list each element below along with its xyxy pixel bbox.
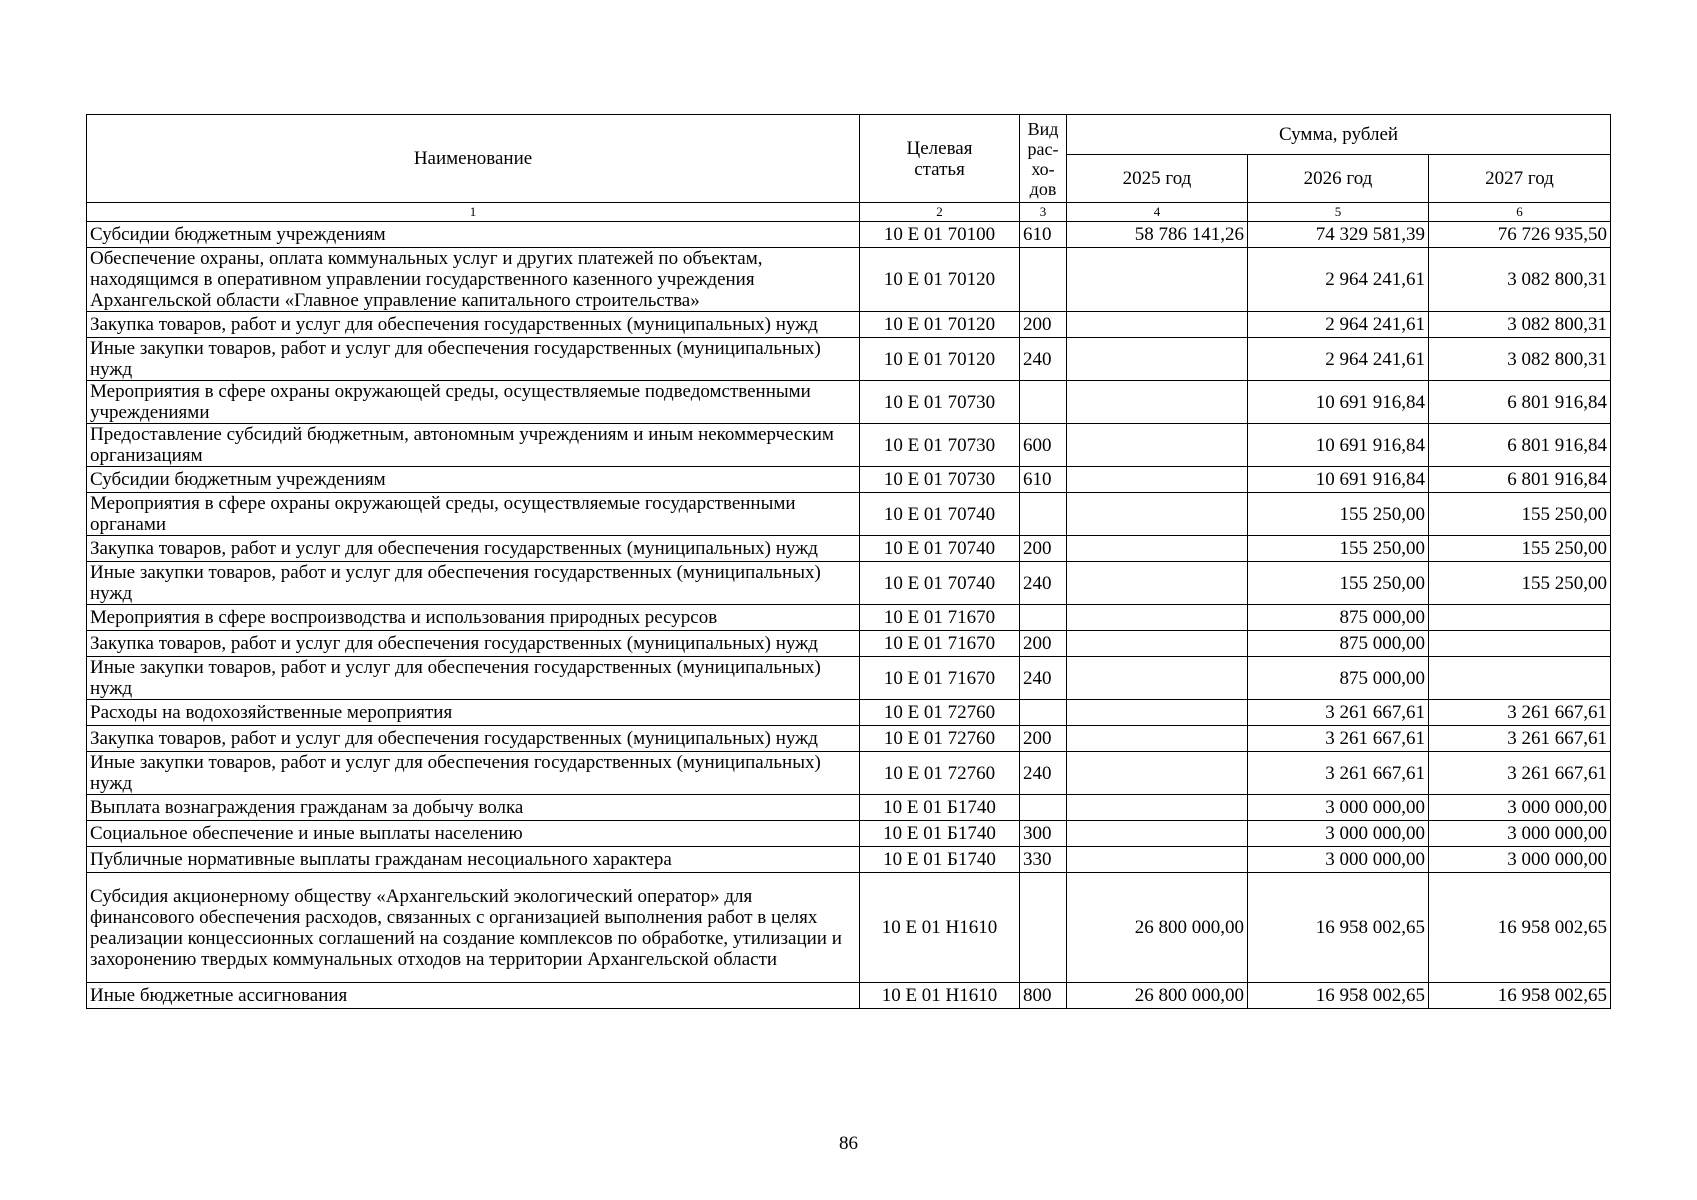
table-row — [87, 312, 1611, 338]
row-expense-type-cell: 240 — [1020, 338, 1067, 381]
table-row — [87, 493, 1611, 536]
table-row — [87, 657, 1611, 700]
row-name-cell: Субсидии бюджетным учреждениям — [87, 222, 860, 248]
row-target-article-cell: 10 Е 01 71670 — [860, 605, 1020, 631]
row-amount-2027-cell — [1429, 631, 1611, 657]
table-row — [87, 631, 1611, 657]
row-expense-type-cell: 800 — [1020, 983, 1067, 1009]
row-name-cell: Закупка товаров, работ и услуг для обеспечения государственных (муниципальных) нужд — [87, 536, 860, 562]
row-target-article-cell: 10 Е 01 70730 — [860, 381, 1020, 424]
row-expense-type-cell: 240 — [1020, 752, 1067, 795]
row-amount-2027-cell: 3 000 000,00 — [1429, 847, 1611, 873]
row-amount-2026-cell: 155 250,00 — [1248, 536, 1429, 562]
table-row — [87, 562, 1611, 605]
page-number: 86 — [839, 1133, 858, 1154]
column-number: 2 — [860, 203, 1020, 222]
row-expense-type-cell: 610 — [1020, 222, 1067, 248]
row-expense-type-cell — [1020, 248, 1067, 312]
row-expense-type-cell — [1020, 700, 1067, 726]
row-name-cell: Иные бюджетные ассигнования — [87, 983, 860, 1009]
row-target-article-cell: 10 Е 01 70120 — [860, 312, 1020, 338]
row-amount-2025-cell — [1067, 424, 1248, 467]
row-amount-2025-cell — [1067, 700, 1248, 726]
row-amount-2026-cell: 3 000 000,00 — [1248, 795, 1429, 821]
table-row — [87, 338, 1611, 381]
row-amount-2025-cell — [1067, 493, 1248, 536]
row-amount-2025-cell — [1067, 605, 1248, 631]
row-expense-type-cell: 240 — [1020, 562, 1067, 605]
row-target-article-cell: 10 Е 01 71670 — [860, 657, 1020, 700]
row-amount-2027-cell: 76 726 935,50 — [1429, 222, 1611, 248]
row-amount-2027-cell: 16 958 002,65 — [1429, 983, 1611, 1009]
table-row — [87, 983, 1611, 1009]
column-number: 1 — [87, 203, 860, 222]
row-amount-2027-cell: 3 000 000,00 — [1429, 821, 1611, 847]
row-amount-2026-cell: 16 958 002,65 — [1248, 983, 1429, 1009]
row-amount-2026-cell: 155 250,00 — [1248, 493, 1429, 536]
row-name-cell: Социальное обеспечение и иные выплаты населению — [87, 821, 860, 847]
row-amount-2026-cell: 2 964 241,61 — [1248, 248, 1429, 312]
row-amount-2026-cell: 2 964 241,61 — [1248, 312, 1429, 338]
row-name-cell: Иные закупки товаров, работ и услуг для обеспечения государственных (муниципальных) нужд — [87, 752, 860, 795]
header-year-2027: 2027 год — [1429, 155, 1611, 203]
row-amount-2026-cell: 3 261 667,61 — [1248, 700, 1429, 726]
row-target-article-cell: 10 Е 01 70730 — [860, 467, 1020, 493]
row-name-cell: Выплата вознаграждения гражданам за добычу волка — [87, 795, 860, 821]
row-target-article-cell: 10 Е 01 71670 — [860, 631, 1020, 657]
column-number: 6 — [1429, 203, 1611, 222]
row-amount-2027-cell: 3 082 800,31 — [1429, 312, 1611, 338]
row-target-article-cell: 10 Е 01 70740 — [860, 536, 1020, 562]
row-amount-2025-cell — [1067, 631, 1248, 657]
row-amount-2026-cell: 10 691 916,84 — [1248, 424, 1429, 467]
row-expense-type-cell: 240 — [1020, 657, 1067, 700]
row-amount-2027-cell — [1429, 605, 1611, 631]
table-row — [87, 536, 1611, 562]
header-row-top — [87, 115, 1611, 155]
row-amount-2025-cell — [1067, 795, 1248, 821]
row-amount-2027-cell: 6 801 916,84 — [1429, 467, 1611, 493]
row-amount-2025-cell: 58 786 141,26 — [1067, 222, 1248, 248]
row-target-article-cell: 10 Е 01 70740 — [860, 562, 1020, 605]
row-amount-2026-cell: 875 000,00 — [1248, 631, 1429, 657]
row-amount-2026-cell: 875 000,00 — [1248, 657, 1429, 700]
row-expense-type-cell — [1020, 605, 1067, 631]
row-amount-2025-cell: 26 800 000,00 — [1067, 873, 1248, 983]
row-name-cell: Мероприятия в сфере охраны окружающей среды, осуществляемые подведомственными учреждениями — [87, 381, 860, 424]
row-amount-2025-cell — [1067, 338, 1248, 381]
table-row — [87, 795, 1611, 821]
row-amount-2026-cell: 10 691 916,84 — [1248, 381, 1429, 424]
row-amount-2025-cell — [1067, 536, 1248, 562]
row-name-cell: Расходы на водохозяйственные мероприятия — [87, 700, 860, 726]
row-amount-2026-cell: 74 329 581,39 — [1248, 222, 1429, 248]
header-year-2026: 2026 год — [1248, 155, 1429, 203]
row-amount-2027-cell: 6 801 916,84 — [1429, 381, 1611, 424]
header-name: Наименование — [87, 115, 860, 203]
row-amount-2027-cell: 3 000 000,00 — [1429, 795, 1611, 821]
row-amount-2027-cell: 3 082 800,31 — [1429, 338, 1611, 381]
row-name-cell: Обеспечение охраны, оплата коммунальных услуг и других платежей по объектам, находящимся в оперативном управлении государственного казенного учреждения Архангельской области «Главное управление капитального строительства» — [87, 248, 860, 312]
row-amount-2027-cell: 3 082 800,31 — [1429, 248, 1611, 312]
row-amount-2025-cell: 26 800 000,00 — [1067, 983, 1248, 1009]
row-target-article-cell: 10 Е 01 70120 — [860, 248, 1020, 312]
column-number: 3 — [1020, 203, 1067, 222]
row-expense-type-cell — [1020, 381, 1067, 424]
table-row — [87, 248, 1611, 312]
row-amount-2027-cell: 155 250,00 — [1429, 493, 1611, 536]
table-row — [87, 700, 1611, 726]
row-amount-2025-cell — [1067, 657, 1248, 700]
row-amount-2025-cell — [1067, 562, 1248, 605]
header-expense-type-line: рас- — [1027, 138, 1059, 159]
row-amount-2026-cell: 875 000,00 — [1248, 605, 1429, 631]
row-amount-2027-cell: 6 801 916,84 — [1429, 424, 1611, 467]
row-name-cell: Закупка товаров, работ и услуг для обеспечения государственных (муниципальных) нужд — [87, 631, 860, 657]
row-name-cell: Иные закупки товаров, работ и услуг для обеспечения государственных (муниципальных) нужд — [87, 562, 860, 605]
row-amount-2025-cell — [1067, 467, 1248, 493]
header-target-article: Целевая статья — [860, 115, 1020, 203]
header-year-2025: 2025 год — [1067, 155, 1248, 203]
row-target-article-cell: 10 Е 01 Б1740 — [860, 821, 1020, 847]
row-amount-2027-cell: 3 261 667,61 — [1429, 700, 1611, 726]
row-amount-2025-cell — [1067, 381, 1248, 424]
row-expense-type-cell: 610 — [1020, 467, 1067, 493]
row-amount-2026-cell: 3 261 667,61 — [1248, 726, 1429, 752]
row-amount-2027-cell: 3 261 667,61 — [1429, 726, 1611, 752]
row-target-article-cell: 10 Е 01 72760 — [860, 726, 1020, 752]
table-row — [87, 605, 1611, 631]
row-name-cell: Субсидия акционерному обществу «Архангельский экологический оператор» для финансового обеспечения расходов, связанных с организацией выполнения работ в целях реализации концессионных соглашений на создание комплексов по обработке, утилизации и захоронению твердых коммунальных отходов на территории Архангельской области — [87, 873, 860, 983]
row-expense-type-cell: 200 — [1020, 536, 1067, 562]
table-row — [87, 752, 1611, 795]
budget-table — [86, 114, 1611, 1009]
row-amount-2026-cell: 3 261 667,61 — [1248, 752, 1429, 795]
row-expense-type-cell — [1020, 493, 1067, 536]
row-amount-2025-cell — [1067, 248, 1248, 312]
row-amount-2025-cell — [1067, 821, 1248, 847]
row-target-article-cell: 10 Е 01 70740 — [860, 493, 1020, 536]
row-amount-2026-cell: 10 691 916,84 — [1248, 467, 1429, 493]
row-name-cell: Предоставление субсидий бюджетным, автономным учреждениям и иным некоммерческим организациям — [87, 424, 860, 467]
row-target-article-cell: 10 Е 01 Б1740 — [860, 795, 1020, 821]
row-target-article-cell: 10 Е 01 Н1610 — [860, 983, 1020, 1009]
header-expense-type-line: дов — [1029, 178, 1057, 199]
row-target-article-cell: 10 Е 01 Н1610 — [860, 873, 1020, 983]
table-row — [87, 873, 1611, 983]
table-row — [87, 467, 1611, 493]
row-target-article-cell: 10 Е 01 72760 — [860, 700, 1020, 726]
row-name-cell: Мероприятия в сфере охраны окружающей среды, осуществляемые государственными органами — [87, 493, 860, 536]
row-amount-2027-cell: 16 958 002,65 — [1429, 873, 1611, 983]
row-target-article-cell: 10 Е 01 70120 — [860, 338, 1020, 381]
table-row — [87, 222, 1611, 248]
row-amount-2026-cell: 2 964 241,61 — [1248, 338, 1429, 381]
row-amount-2025-cell — [1067, 312, 1248, 338]
row-expense-type-cell: 330 — [1020, 847, 1067, 873]
row-amount-2026-cell: 3 000 000,00 — [1248, 821, 1429, 847]
table-row — [87, 424, 1611, 467]
table-row — [87, 726, 1611, 752]
row-name-cell: Иные закупки товаров, работ и услуг для обеспечения государственных (муниципальных) нужд — [87, 657, 860, 700]
row-target-article-cell: 10 Е 01 70100 — [860, 222, 1020, 248]
row-expense-type-cell — [1020, 873, 1067, 983]
column-number: 4 — [1067, 203, 1248, 222]
row-amount-2025-cell — [1067, 847, 1248, 873]
row-expense-type-cell: 600 — [1020, 424, 1067, 467]
row-expense-type-cell: 200 — [1020, 631, 1067, 657]
row-name-cell: Публичные нормативные выплаты гражданам несоциального характера — [87, 847, 860, 873]
row-name-cell: Закупка товаров, работ и услуг для обеспечения государственных (муниципальных) нужд — [87, 312, 860, 338]
table-row — [87, 381, 1611, 424]
column-number: 5 — [1248, 203, 1429, 222]
row-amount-2027-cell: 155 250,00 — [1429, 562, 1611, 605]
row-target-article-cell: 10 Е 01 70730 — [860, 424, 1020, 467]
row-amount-2026-cell: 155 250,00 — [1248, 562, 1429, 605]
row-expense-type-cell: 200 — [1020, 312, 1067, 338]
header-expense-type — [1020, 115, 1067, 203]
row-name-cell: Закупка товаров, работ и услуг для обеспечения государственных (муниципальных) нужд — [87, 726, 860, 752]
row-amount-2025-cell — [1067, 752, 1248, 795]
row-target-article-cell: 10 Е 01 Б1740 — [860, 847, 1020, 873]
row-expense-type-cell — [1020, 795, 1067, 821]
table-body — [87, 222, 1611, 1009]
row-amount-2026-cell: 16 958 002,65 — [1248, 873, 1429, 983]
row-amount-2025-cell — [1067, 726, 1248, 752]
row-name-cell: Субсидии бюджетным учреждениям — [87, 467, 860, 493]
row-name-cell: Мероприятия в сфере воспроизводства и использования природных ресурсов — [87, 605, 860, 631]
table-row — [87, 847, 1611, 873]
row-amount-2026-cell: 3 000 000,00 — [1248, 847, 1429, 873]
row-amount-2027-cell — [1429, 657, 1611, 700]
row-target-article-cell: 10 Е 01 72760 — [860, 752, 1020, 795]
row-amount-2027-cell: 155 250,00 — [1429, 536, 1611, 562]
header-expense-type-line: хо- — [1031, 158, 1055, 179]
row-amount-2027-cell: 3 261 667,61 — [1429, 752, 1611, 795]
table-row — [87, 821, 1611, 847]
header-sum: Сумма, рублей — [1067, 115, 1611, 155]
row-expense-type-cell: 300 — [1020, 821, 1067, 847]
column-number-row — [87, 203, 1611, 222]
header-expense-type-line: Вид — [1027, 118, 1059, 139]
row-name-cell: Иные закупки товаров, работ и услуг для обеспечения государственных (муниципальных) нужд — [87, 338, 860, 381]
row-expense-type-cell: 200 — [1020, 726, 1067, 752]
